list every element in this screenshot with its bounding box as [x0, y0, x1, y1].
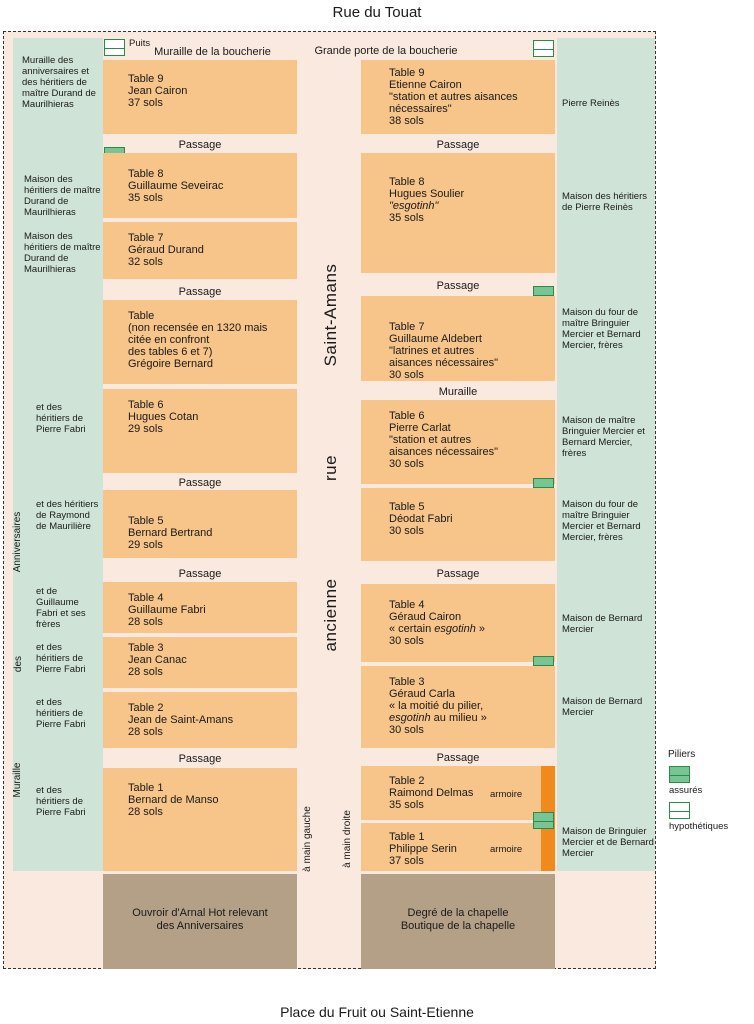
passage-label: Passage — [436, 280, 480, 292]
passage-label: Passage — [178, 286, 222, 298]
street-name-rue: rue — [321, 454, 340, 482]
left-table-2: Table 2 Jean de Saint-Amans 28 sols — [103, 692, 297, 748]
passage-label: Passage — [178, 568, 222, 580]
left-table-9: Table 9 Jean Cairon 37 sols — [103, 60, 297, 134]
right-owner-3: Maison du four de maître Bringuier Mercier et Bernard Mercier, frères — [562, 307, 641, 351]
street-top-label: Rue du Touat — [332, 4, 422, 21]
left-owner-1: Muraille des anniversaires et des héritiers de maître Durand de Maurilhieras — [22, 55, 96, 110]
right-owner-6: Maison de Bernard Mercier — [562, 613, 643, 635]
street-name-ancienne: ancienne — [321, 578, 340, 652]
right-table-6: Table 6 Pierre Carlat "station et autres aisances nécessaires" 30 sols — [361, 400, 555, 484]
right-gate-label: Grande porte de la boucherie — [314, 45, 458, 57]
right-table-1: Table 1 Philippe Serin 37 sols — [361, 823, 555, 871]
muraille-label: Muraille — [438, 386, 478, 398]
pillar-hypothetical-icon — [104, 39, 125, 56]
passage-label: Passage — [178, 753, 222, 765]
vertical-label-des: des — [13, 655, 24, 673]
legend-sure-label: assurés — [669, 785, 703, 796]
right-table-7: Table 7 Guillaume Aldebert "latrines et autres aisances nécessaires" 30 sols — [361, 296, 555, 381]
left-side-label: à main gauche — [302, 806, 313, 872]
left-owner-6: et de Guillaume Fabri et ses frères — [36, 586, 86, 630]
right-owner-7: Maison de Bernard Mercier — [562, 696, 643, 718]
right-table-9: Table 9 Etienne Cairon "station et autres aisances nécessaires" 38 sols — [361, 60, 555, 134]
left-owner-zone — [13, 38, 103, 871]
table-quote-line: esgotinh au milieu » — [389, 712, 487, 724]
right-table-2: Table 2 Raimond Delmas 35 sols — [361, 766, 555, 820]
left-owner-5: et des héritiers de Raymond de Maurilière — [36, 499, 99, 532]
passage-label: Passage — [178, 139, 222, 151]
left-table-unlisted: Table (non recensée en 1320 mais citée en confront des tables 6 et 7) Grégoire Bernard — [103, 300, 297, 384]
pillar-sure-icon — [533, 812, 554, 829]
chapel-block: Degré de la chapelle Boutique de la chapelle — [361, 874, 555, 969]
legend-hypothetical-label: hypothétiques — [669, 821, 729, 832]
left-owner-7: et des héritiers de Pierre Fabri — [36, 642, 86, 675]
passage-label: Passage — [436, 752, 480, 764]
street-bottom-label: Place du Fruit ou Saint-Etienne — [280, 1004, 474, 1020]
table-quote-line: « certain esgotinh » — [389, 623, 486, 635]
left-owner-4: et des héritiers de Pierre Fabri — [36, 402, 86, 435]
left-owner-3: Maison des héritiers de maître Durand de Maurilhieras — [24, 231, 101, 275]
right-table-5: Table 5 Déodat Fabri 30 sols — [361, 488, 555, 561]
left-wall-label: Muraille de la boucherie — [154, 46, 271, 58]
armoire-label: armoire — [490, 789, 523, 800]
right-table-8: Table 8 Hugues Soulier "esgotinh" 35 sols — [361, 153, 555, 273]
street-name-saint-amans: Saint-Amans — [321, 263, 340, 367]
right-owner-1: Pierre Reinès — [562, 98, 620, 109]
legend-pillar-hypothetical-icon — [669, 802, 690, 819]
left-table-6: Table 6 Hugues Cotan 29 sols — [103, 389, 297, 473]
vertical-label-anniversaires: Anniversaires — [12, 511, 23, 573]
right-side-label: à main droite — [342, 810, 353, 868]
left-table-1: Table 1 Bernard de Manso 28 sols — [103, 768, 297, 871]
passage-label: Passage — [436, 139, 480, 151]
right-owner-2: Maison des héritiers de Pierre Reinès — [562, 191, 648, 213]
right-table-3: Table 3 Géraud Carla « la moitié du pilier, esgotinh au milieu » 30 sols — [361, 666, 555, 748]
passage-label: Passage — [436, 568, 480, 580]
left-table-4: Table 4 Guillaume Fabri 28 sols — [103, 582, 297, 633]
right-table-4: Table 4 Géraud Cairon « certain esgotinh » 30 sols — [361, 584, 555, 662]
left-owner-2: Maison des héritiers de maître Durand de Maurilhieras — [24, 174, 101, 218]
right-owner-8: Maison de Bringuier Mercier et de Bernard Mercier — [562, 826, 654, 859]
passage-label: Passage — [178, 477, 222, 489]
right-owner-4: Maison de maître Bringuier Mercier et Bernard Mercier, frères — [562, 415, 645, 459]
left-table-5: Table 5 Bernard Bertrand 29 sols — [103, 490, 297, 558]
armoire-label: armoire — [490, 844, 523, 855]
right-owner-5: Maison du four de maître Bringuier Mercier et Bernard Mercier, frères — [562, 499, 641, 543]
legend-pillar-sure-icon — [669, 766, 690, 783]
left-owner-9: et des héritiers de Pierre Fabri — [36, 785, 86, 818]
left-table-3: Table 3 Jean Canac 28 sols — [103, 637, 297, 688]
pillar-hypothetical-icon — [533, 40, 554, 57]
left-table-7: Table 7 Géraud Durand 32 sols — [103, 222, 297, 279]
left-table-8: Table 8 Guillaume Seveirac 35 sols — [103, 153, 297, 218]
well-label: Puits — [129, 38, 151, 49]
ouvroir-block: Ouvroir d'Arnal Hot relevant des Anniversaires — [103, 874, 297, 969]
legend-title: Piliers — [668, 749, 696, 760]
left-owner-8: et des héritiers de Pierre Fabri — [36, 697, 86, 730]
vertical-label-muraille: Muraille — [12, 762, 23, 798]
